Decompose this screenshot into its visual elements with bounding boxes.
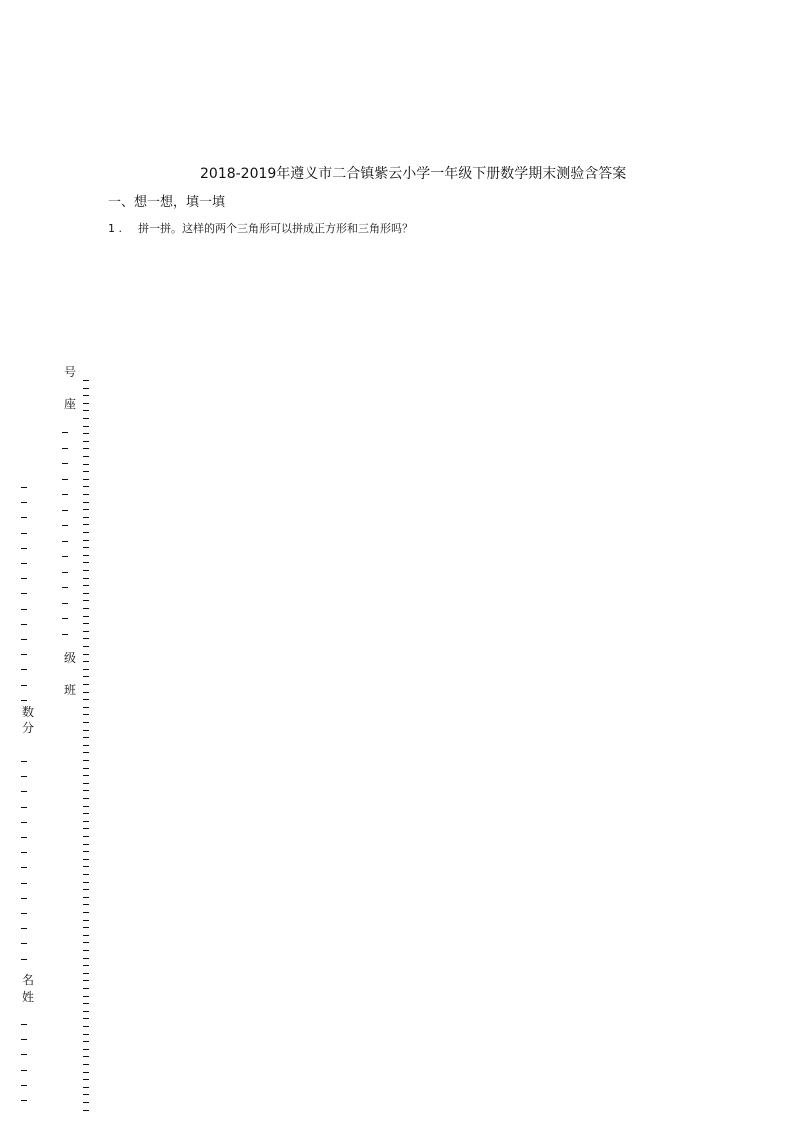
dash-right-rail: [83, 555, 89, 556]
dash-left-rail: [21, 533, 27, 534]
dash-right-rail: [83, 448, 89, 449]
dash-middle-rail: [62, 448, 68, 449]
dash-right-rail: [83, 540, 89, 541]
dash-left-rail: [21, 822, 27, 823]
dash-right-rail: [83, 783, 89, 784]
dash-right-rail: [83, 1079, 89, 1080]
dash-right-rail: [83, 806, 89, 807]
dash-right-rail: [83, 479, 89, 480]
seat-label-1: 号: [63, 365, 76, 379]
dash-left-rail: [21, 1054, 27, 1055]
dash-right-rail: [83, 714, 89, 715]
dash-left-rail: [21, 1085, 27, 1086]
dash-right-rail: [83, 699, 89, 700]
dash-right-rail: [83, 859, 89, 860]
dash-right-rail: [83, 593, 89, 594]
dash-right-rail: [83, 882, 89, 883]
dash-right-rail: [83, 904, 89, 905]
dash-right-rail: [83, 441, 89, 442]
dash-left-rail: [21, 502, 27, 503]
dash-right-rail: [83, 988, 89, 989]
dash-left-rail: [21, 563, 27, 564]
dash-right-rail: [83, 851, 89, 852]
dash-middle-rail: [62, 525, 68, 526]
dash-right-rail: [83, 578, 89, 579]
dash-left-rail: [21, 791, 27, 792]
dash-left-rail: [21, 867, 27, 868]
dash-right-rail: [83, 950, 89, 951]
dash-right-rail: [83, 790, 89, 791]
dash-right-rail: [83, 965, 89, 966]
dash-left-rail: [21, 624, 27, 625]
dash-right-rail: [83, 920, 89, 921]
dash-right-rail: [83, 494, 89, 495]
dash-right-rail: [83, 745, 89, 746]
dash-right-rail: [83, 973, 89, 974]
dash-right-rail: [83, 958, 89, 959]
dash-right-rail: [83, 897, 89, 898]
dash-left-rail: [21, 761, 27, 762]
dash-right-rail: [83, 638, 89, 639]
dash-left-rail: [21, 1039, 27, 1040]
dash-right-rail: [83, 532, 89, 533]
dash-right-rail: [83, 1056, 89, 1057]
dash-middle-rail: [62, 494, 68, 495]
dash-middle-rail: [62, 556, 68, 557]
dash-right-rail: [83, 798, 89, 799]
dash-right-rail: [83, 547, 89, 548]
dash-middle-rail: [62, 572, 68, 573]
document-title: 2018-2019年遵义市二合镇紫云小学一年级下册数学期末测验含答案: [200, 166, 627, 182]
dash-right-rail: [83, 844, 89, 845]
dash-right-rail: [83, 828, 89, 829]
dash-right-rail: [83, 1064, 89, 1065]
dash-right-rail: [83, 585, 89, 586]
dash-right-rail: [83, 509, 89, 510]
dash-right-rail: [83, 1026, 89, 1027]
dash-right-rail: [83, 608, 89, 609]
dash-right-rail: [83, 570, 89, 571]
dash-right-rail: [83, 996, 89, 997]
dash-right-rail: [83, 623, 89, 624]
dash-middle-rail: [62, 479, 68, 480]
dash-middle-rail: [62, 541, 68, 542]
dash-right-rail: [83, 410, 89, 411]
dash-left-rail: [21, 928, 27, 929]
dash-right-rail: [83, 1072, 89, 1073]
dash-right-rail: [83, 768, 89, 769]
dash-middle-rail: [62, 587, 68, 588]
name-label-2: 姓: [21, 990, 34, 1004]
dash-right-rail: [83, 433, 89, 434]
dash-right-rail: [83, 456, 89, 457]
dash-right-rail: [83, 654, 89, 655]
dash-right-rail: [83, 418, 89, 419]
dash-right-rail: [83, 889, 89, 890]
dash-left-rail: [21, 517, 27, 518]
dash-right-rail: [83, 912, 89, 913]
dash-left-rail: [21, 700, 27, 701]
dash-left-rail: [21, 1100, 27, 1101]
dash-middle-rail: [62, 634, 68, 635]
dash-left-rail: [21, 776, 27, 777]
dash-right-rail: [83, 1003, 89, 1004]
dash-right-rail: [83, 616, 89, 617]
dash-right-rail: [83, 836, 89, 837]
dash-right-rail: [83, 935, 89, 936]
dash-right-rail: [83, 692, 89, 693]
dash-right-rail: [83, 669, 89, 670]
dash-left-rail: [21, 487, 27, 488]
dash-right-rail: [83, 517, 89, 518]
dash-right-rail: [83, 942, 89, 943]
dash-middle-rail: [62, 432, 68, 433]
dash-right-rail: [83, 1018, 89, 1019]
score-label-1: 数: [21, 705, 34, 719]
dash-right-rail: [83, 813, 89, 814]
dash-right-rail: [83, 730, 89, 731]
dash-right-rail: [83, 1034, 89, 1035]
dash-middle-rail: [62, 510, 68, 511]
question-number: 1 .: [108, 222, 122, 235]
dash-left-rail: [21, 883, 27, 884]
dash-left-rail: [21, 685, 27, 686]
dash-left-rail: [21, 959, 27, 960]
dash-left-rail: [21, 639, 27, 640]
dash-right-rail: [83, 661, 89, 662]
dash-right-rail: [83, 600, 89, 601]
dash-right-rail: [83, 684, 89, 685]
seat-label-2: 座: [63, 397, 76, 411]
dash-right-rail: [83, 486, 89, 487]
dash-left-rail: [21, 913, 27, 914]
dash-right-rail: [83, 775, 89, 776]
dash-left-rail: [21, 609, 27, 610]
dash-right-rail: [83, 380, 89, 381]
dash-right-rail: [83, 1087, 89, 1088]
dash-right-rail: [83, 1011, 89, 1012]
dash-left-rail: [21, 593, 27, 594]
question-text: 拼一拼。这样的两个三角形可以拼成正方形和三角形吗？: [138, 222, 413, 235]
class-label-1: 级: [63, 651, 76, 665]
dash-left-rail: [21, 898, 27, 899]
dash-right-rail: [83, 1094, 89, 1095]
dash-right-rail: [83, 980, 89, 981]
dash-right-rail: [83, 524, 89, 525]
dash-middle-rail: [62, 463, 68, 464]
dash-right-rail: [83, 631, 89, 632]
dash-left-rail: [21, 669, 27, 670]
dash-right-rail: [83, 1102, 89, 1103]
dash-right-rail: [83, 722, 89, 723]
dash-right-rail: [83, 866, 89, 867]
dash-left-rail: [21, 654, 27, 655]
dash-right-rail: [83, 927, 89, 928]
dash-right-rail: [83, 874, 89, 875]
dash-left-rail: [21, 1024, 27, 1025]
section-heading: 一、想一想，填一填: [108, 195, 226, 210]
dash-left-rail: [21, 807, 27, 808]
dash-right-rail: [83, 502, 89, 503]
dash-right-rail: [83, 388, 89, 389]
dash-left-rail: [21, 852, 27, 853]
dash-right-rail: [83, 1110, 89, 1111]
dash-right-rail: [83, 707, 89, 708]
dash-right-rail: [83, 760, 89, 761]
dash-right-rail: [83, 821, 89, 822]
dash-left-rail: [21, 1070, 27, 1071]
dash-right-rail: [83, 562, 89, 563]
dash-right-rail: [83, 403, 89, 404]
dash-right-rail: [83, 395, 89, 396]
score-label-2: 分: [21, 721, 34, 735]
dash-left-rail: [21, 837, 27, 838]
dash-right-rail: [83, 464, 89, 465]
dash-right-rail: [83, 426, 89, 427]
dash-right-rail: [83, 752, 89, 753]
dash-middle-rail: [62, 618, 68, 619]
class-label-2: 班: [63, 683, 76, 697]
dash-right-rail: [83, 646, 89, 647]
dash-right-rail: [83, 471, 89, 472]
dash-right-rail: [83, 1049, 89, 1050]
name-label-1: 名: [21, 973, 34, 987]
dash-left-rail: [21, 578, 27, 579]
dash-left-rail: [21, 548, 27, 549]
dash-right-rail: [83, 737, 89, 738]
dash-right-rail: [83, 1041, 89, 1042]
dash-right-rail: [83, 676, 89, 677]
dash-middle-rail: [62, 603, 68, 604]
dash-left-rail: [21, 943, 27, 944]
